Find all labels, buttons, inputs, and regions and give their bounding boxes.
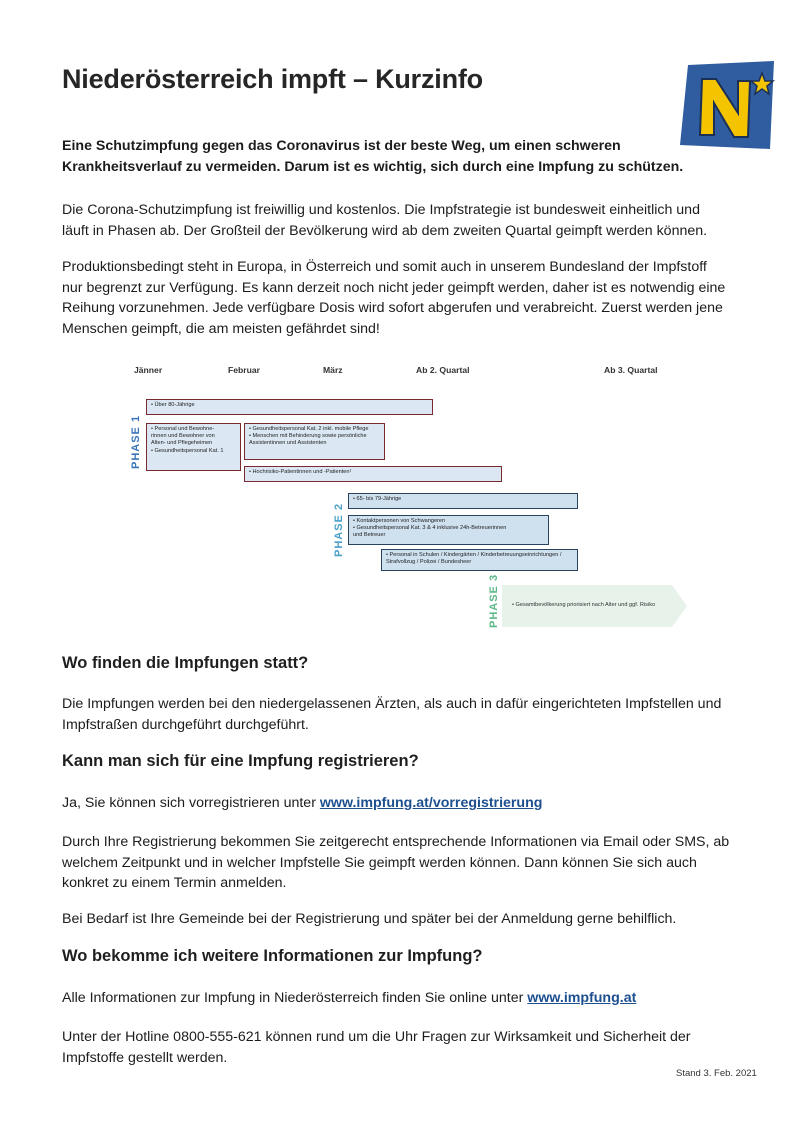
month-label: Februar [228,365,260,375]
phase-bar: • Hochrisiko-Patientinnen und -Patienten¹ [244,466,502,482]
month-label: Ab 3. Quartal [604,365,658,375]
section-where-text: Die Impfungen werden bei den niedergelassenen Ärzten, als auch in dafür eingerichteten Impfstellen und Impfstraßen durchgeführt durchgeführt. [62,696,722,733]
intro-paragraph-2: Produktionsbedingt steht in Europa, in Österreich und somit auch in unserem Bundesland der Impfstoff nur begrenzt zur Verfügung. Es kann derzeit noch nicht jeder geimpft werden, daher ist es notwendig eine Reihung vorzunehmen. Jede verfügbare Dosis wird sofort abgerufen und verabreicht. Zuerst werden jene Menschen geimpft, die am meisten gefährdet sind! [62,259,726,337]
phase-2-label: PHASE 2 [333,502,345,557]
vorregistrierung-link[interactable]: www.impfung.at/vorregistrierung [319,795,543,811]
month-label: März [323,365,343,375]
section-heading-info: Wo bekomme ich weitere Informationen zur Impfung? [62,947,483,965]
section-heading-register: Kann man sich für eine Impfung registrieren? [62,752,419,770]
month-label: Jänner [134,365,163,375]
phase-bar: • Gesundheitspersonal Kat. 2 inkl. mobile Pflege • Menschen mit Behinderung sowie persönliche Assistentinnen und Assistenten [244,423,385,460]
register-line: Ja, Sie können sich vorregistrieren unter www.impfung.at/vorregistrierung [62,795,543,811]
register-help-text: Bei Bedarf ist Ihre Gemeinde bei der Registrierung und später bei der Anmeldung gerne behilflich. [62,911,677,927]
phase-bar: • Personal in Schulen / Kindergärten / Kinderbetreuungseinrichtungen / Strafvollzug / Polizei / Bundesheer [381,549,578,571]
date-stamp: Stand 3. Feb. 2021 [676,1068,757,1079]
section-heading-where: Wo finden die Impfungen statt? [62,654,309,672]
phase-bar: • Kontaktpersonen von Schwangeren • Gesundheitspersonal Kat. 3 & 4 inklusive 24h-Betreuerinnen und Betreuer [348,515,549,545]
phase-3-label: PHASE 3 [488,573,500,628]
page-title: Niederösterreich impft – Kurzinfo [62,64,483,94]
intro-paragraph-1: Die Corona-Schutzimpfung ist freiwillig und kostenlos. Die Impfstrategie ist bundesweit einheitlich und läuft in Phasen ab. Der Großteil der Bevölkerung wird ab dem zweiten Quartal geimpft werden können. [62,202,708,239]
phase-3-text: • Gesamtbevölkerung priorisiert nach Alter und ggf. Risiko [512,602,656,608]
intro-lead: Eine Schutzimpfung gegen das Coronavirus ist der beste Weg, um einen schweren Krankheitsverlauf zu vermeiden. Darum ist es wichtig, sich durch eine Impfung zu schützen. [62,138,684,175]
phase-bar: • Personal und Bewohne- rinnen und Bewohner von Alten- und Pflegeheimen • Gesundheitspersonal Kat. 1 [146,423,241,471]
month-label: Ab 2. Quartal [416,365,470,375]
vaccination-phase-timeline [120,352,690,637]
info-line: Alle Informationen zur Impfung in Niederösterreich finden Sie online unter www.impfung.at [62,990,637,1006]
phase-1-label: PHASE 1 [130,414,142,469]
hotline-text: Unter der Hotline 0800-555-621 können rund um die Uhr Fragen zur Wirksamkeit und Sicherheit der Impfstoffe gestellt werden. [62,1029,691,1066]
register-paragraph: Durch Ihre Registrierung bekommen Sie zeitgerecht entsprechende Informationen via Email oder SMS, ab welchem Zeitpunkt und in welcher Impfstelle Sie geimpft werden können. Dann können Sie sich auch konkret zu einem Termin anmelden. [62,834,730,891]
phase-bar: • 65- bis 79-Jährige [348,493,578,509]
impfung-link[interactable]: www.impfung.at [527,990,637,1006]
phase-bar: • Über 80-Jährige [146,399,433,415]
